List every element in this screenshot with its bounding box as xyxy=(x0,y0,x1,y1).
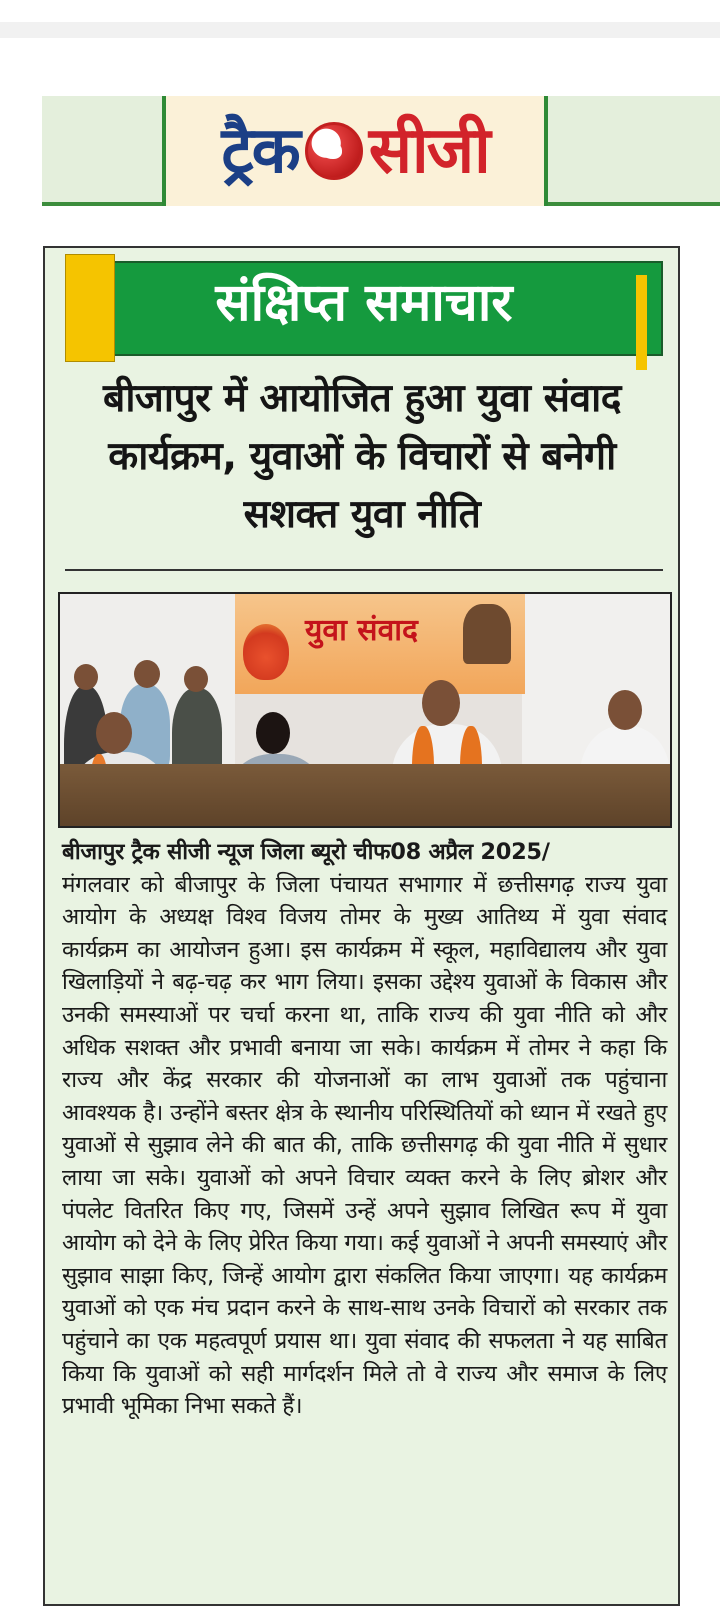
portrait-graphic xyxy=(463,604,511,664)
masthead-logo xyxy=(162,96,548,206)
logo-text-cg: सीजी xyxy=(368,114,489,188)
headline-divider xyxy=(65,569,663,571)
person-head xyxy=(134,660,160,688)
photo-banner-text: युवा संवाद xyxy=(305,613,418,648)
banner-accent-left xyxy=(65,254,115,362)
person-head xyxy=(184,666,208,692)
person-head xyxy=(422,680,460,726)
person-head xyxy=(74,664,98,690)
dateline: बीजापुर ट्रैक सीजी न्यूज जिला ब्यूरो चीफ08 अप्रैल 2025/ xyxy=(62,839,550,865)
photo-table xyxy=(60,764,672,826)
flower-graphic xyxy=(243,624,289,680)
photo-event-banner xyxy=(235,594,525,694)
top-strip xyxy=(0,22,720,38)
globe-icon xyxy=(305,122,363,180)
article-photo xyxy=(58,592,672,828)
logo-text-track: ट्रैक xyxy=(221,114,299,188)
news-article xyxy=(43,246,680,1606)
article-body-text: मंगलवार को बीजापुर के जिला पंचायत सभागार में छत्तीसगढ़ राज्य युवा आयोग के अध्यक्ष विश्व विजय तोमर के मुख्य आतिथ्य में युवा संवाद कार्यक्रम का आयोजन हुआ। इस कार्यक्रम में स्कूल, महाविद्यालय और युवा खिलाड़ियों ने बढ़-चढ़ कर भाग लिया। इसका उद्देश्य युवाओं के विकास और उनकी समस्याओं पर चर्चा करना था, ताकि राज्य की युवा नीति को और अधिक सशक्त और प्रभावी बनाया जा सके। कार्यक्रम में तोमर ने कहा कि राज्य और केंद्र सरकार की योजनाओं का लाभ युवाओं तक पहुंचाना आवश्यक है। उन्होंने बस्तर क्षेत्र के स्थानीय परिस्थितियों को ध्यान में रखते हुए युवाओं से सुझाव लेने की बात की, ताकि छत्तीसगढ़ की युवा नीति में सुधार लाया जा सके। युवाओं को अपने विचार व्यक्त करने के लिए ब्रोशर और पंपलेट वितरित किए गए, जिसमें उन्हें अपने सुझाव लिखित रूप में युवा आयोग को देने के लिए प्रेरित किया गया। कई युवाओं ने अपनी समस्याएं और सुझाव साझा किए, जिन्हें आयोग द्वारा संकलित किया जाएगा। यह कार्यक्रम युवाओं को एक मंच प्रदान करने के साथ-साथ उनके विचारों को सरकार तक पहुंचाने का एक महत्वपूर्ण प्रयास था। युवा संवाद की सफलता ने यह साबित किया कि युवाओं को सही मार्गदर्शन मिले तो वे राज्य और समाज के लिए प्रभावी भूमिका निभा सकते हैं। xyxy=(62,871,667,1420)
section-banner xyxy=(65,261,663,356)
article-body xyxy=(62,836,667,1423)
headline: बीजापुर में आयोजित हुआ युवा संवाद कार्यक्रम, युवाओं के विचारों से बनेगी सशक्त युवा नीति xyxy=(103,376,621,537)
person-head xyxy=(256,712,290,754)
section-title: संक्षिप्त समाचार xyxy=(215,273,513,333)
person-head xyxy=(608,690,642,730)
person-head xyxy=(96,712,132,754)
